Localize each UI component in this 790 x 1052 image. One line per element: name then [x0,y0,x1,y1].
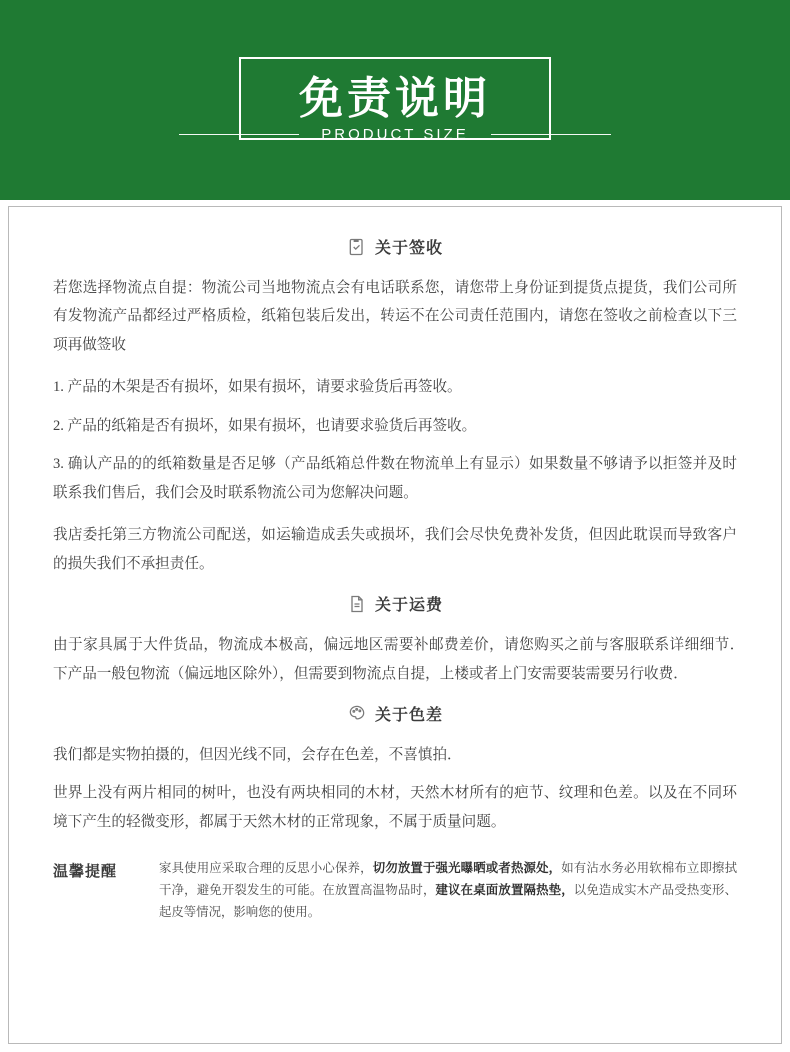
banner-title-box [239,57,551,139]
color-paragraph-1: 我们都是实物拍摄的，但因光线不同，会存在色差，不喜慎拍． [53,746,462,763]
banner-subtitle: PRODUCT SIZE [311,126,478,143]
banner-content [179,57,610,142]
color-paragraph-2: 世界上没有两片相同的树叶，也没有两块相同的木材，天然木材所有的疤节、纹理和色差。以及在不同环境下产生的轻微变形，都属于天然木材的正常现象，不属于质量问题。 [53,785,737,830]
warm-tip-bold-2: 建议在桌面放置隔热垫， [435,883,574,898]
palette-icon [347,703,367,723]
receipt-paragraph-liability: 我店委托第三方物流公司配送，如运输造成丢失或损坏，我们会尽快免费补发货，但因此耽误而导致客户的损失我们不承担责任。 [53,527,737,572]
warm-tip-body [123,858,737,923]
receipt-item-2: 2. 产品的纸箱是否有损坏，如果有损坏，也请要求验货后再签收。 [53,417,477,434]
section-header-shipping [53,592,737,615]
warm-tip-bold-1: 切勿放置于强光曝晒或者热源处， [372,861,562,876]
page-title: 免责说明 [299,74,491,124]
rule-left [179,134,299,135]
section-title-color: 关于色差 [374,706,443,724]
warm-tip-text-1: 家具使用应采取合理的反思小心保养， [159,861,373,876]
section-header-receipt [53,235,737,258]
document-icon [347,594,367,614]
header-banner [0,0,790,200]
warm-tip-label: 温馨提醒 [53,864,118,881]
receipt-item-3: 3. 确认产品的的纸箱数量是否足够（产品纸箱总件数在物流单上有显示）如果数量不够请予以拒签并及时联系我们售后，我们会及时联系物流公司为您解决问题。 [53,456,737,501]
shipping-paragraph: 由于家具属于大件货品，物流成本极高，偏远地区需要补邮费差价，请您购买之前与客服联系详细细节． 下产品一般包物流（偏远地区除外），但需要到物流点自提，上楼或者上门安需要装需要另行收费． [53,637,752,682]
receipt-item-1: 1. 产品的木架是否有损坏，如果有损坏，请要求验货后再签收。 [53,379,462,396]
warm-tip-text-2: 如有沾水务必用软棉布立即擦拭干净，避免开裂发生的可能。在放置高温物品时， [159,861,738,898]
content-card [8,206,782,1044]
receipt-paragraph-intro: 若您选择物流点自提：物流公司当地物流点会有电话联系您，请您带上身份证到提货点提货，我们公司所有发物流产品都经过严格质检，纸箱包装后发出，转运不在公司责任范围内，请您在签收之前检查以下三项再做签收 [53,280,737,353]
warm-tip-text-3: 以免造成实木产品受热变形、起皮等情况，影响您的使用。 [159,883,738,919]
section-title-shipping: 关于运费 [374,597,443,615]
section-title-receipt: 关于签收 [374,240,443,257]
warm-tip-block [53,858,737,923]
section-header-color [53,702,737,725]
rule-right [491,134,611,135]
clipboard-check-icon [347,237,367,257]
